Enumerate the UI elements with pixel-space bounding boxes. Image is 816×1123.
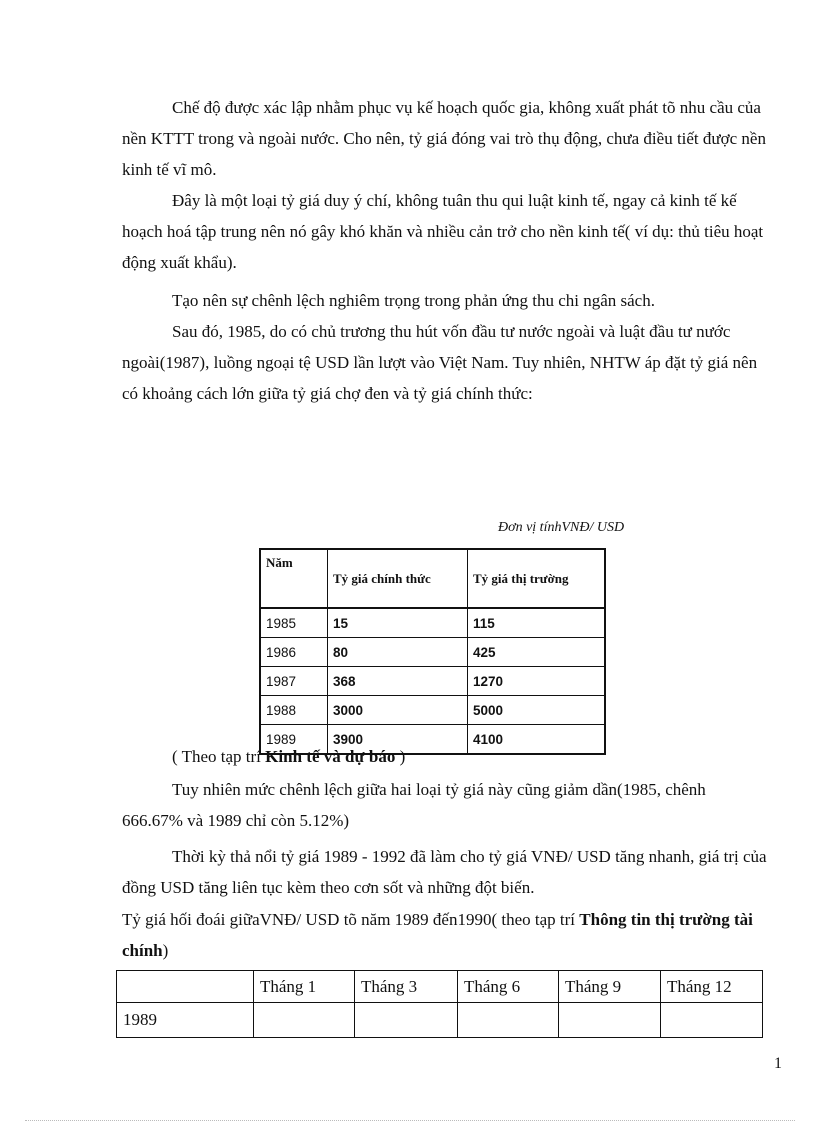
header-official-rate: Tỷ giá chính thức [328,549,468,608]
table-row [260,608,605,638]
paragraph-budget-gap: Tạo nên sự chênh lệch nghiêm trọng trong phản ứng thu chi ngân sách. [172,291,655,310]
source-citation [172,741,816,772]
year-cell: 1985 [260,608,328,638]
table-header-row [260,549,605,608]
caption-journal: Thông tin thị trường tài chính [122,910,753,960]
market-rate-cell: 115 [468,608,605,638]
source-journal: Kinh tế và dự báo [265,747,396,766]
header-month-3: Tháng 3 [355,971,458,1003]
paragraph-1985-investment: Sau đó, 1985, do có chủ trương thu hút vốn đầu tư nước ngoài và luật đầu tư nước ngoài(1987), luồng ngoại tệ USD lần lượt vào Việt Nam. Tuy nhiên, NHTW áp đặt tỷ giá nên có khoảng cách lớn giữa tỷ giá chợ đen và tỷ giá chính thức: [122,322,758,403]
exchange-rate-table [259,548,606,755]
value-cell [355,1003,458,1038]
table-row [260,638,605,667]
header-month-6: Tháng 6 [458,971,559,1003]
paragraph-voluntarist-rate: Đây là một loại tỷ giá duy ý chí, không tuân thu qui luật kinh tế, ngay cả kinh tế kế hoạch hoá tập trung nên nó gây khó khăn và nhiều cản trở cho nền kinh tế( ví dụ: thủ tiêu hoạt động xuất khẩu). [122,191,764,272]
table-header-row [117,971,763,1003]
value-cell [458,1003,559,1038]
market-rate-cell: 1270 [468,667,605,696]
official-rate-cell: 368 [328,667,468,696]
year-cell: 1989 [117,1003,254,1038]
header-empty [117,971,254,1003]
header-year: Năm [260,549,328,608]
paragraph-float-period: Thời kỳ thả nổi tỷ giá 1989 - 1992 đã làm cho tỷ giá VNĐ/ USD tăng nhanh, giá trị của đồng USD tăng liên tục kèm theo cơn sốt và những đột biến. [122,847,767,897]
value-cell [661,1003,763,1038]
table-row [260,667,605,696]
table-row [260,696,605,725]
table-row [117,1003,763,1038]
header-month-9: Tháng 9 [559,971,661,1003]
caption-suffix: ) [162,941,169,960]
paragraph-table2-caption [122,904,770,966]
official-rate-cell: 80 [328,638,468,667]
source-suffix: ) [395,747,406,766]
official-rate-cell: 3000 [328,696,468,725]
year-cell: 1988 [260,696,328,725]
year-cell: 1987 [260,667,328,696]
header-month-1: Tháng 1 [254,971,355,1003]
paragraph-fixed-rate-regime: Chế độ được xác lập nhằm phục vụ kế hoạch quốc gia, không xuất phát tõ nhu cầu của nền KTTT trong và ngoài nước. Cho nên, tỷ giá đóng vai trò thụ động, chưa điều tiết được nền kinh tế vĩ mô. [122,98,766,179]
market-rate-cell: 5000 [468,696,605,725]
market-rate-cell: 4100 [468,725,605,755]
official-rate-cell: 15 [328,608,468,638]
official-rate-cell: 3900 [328,725,468,755]
header-month-12: Tháng 12 [661,971,763,1003]
year-cell: 1989 [260,725,328,755]
footer-divider [25,1120,795,1121]
paragraph-gap-decrease: Tuy nhiên mức chênh lệch giữa hai loại tỷ giá này cũng giảm dần(1985, chênh 666.67% và 1989 chỉ còn 5.12%) [122,780,706,830]
monthly-rate-table [116,970,763,1038]
source-prefix: ( Theo tạp trí [172,747,266,766]
value-cell [254,1003,355,1038]
unit-note: Đơn vị tínhVNĐ/ USD [498,520,625,535]
caption-prefix: Tỷ giá hối đoái giữaVNĐ/ USD tõ năm 1989 đến1990( theo tạp trí [122,910,580,929]
page-number: 1 [774,1055,782,1072]
header-market-rate: Tỷ giá thị trường [468,549,605,608]
year-cell: 1986 [260,638,328,667]
value-cell [559,1003,661,1038]
market-rate-cell: 425 [468,638,605,667]
